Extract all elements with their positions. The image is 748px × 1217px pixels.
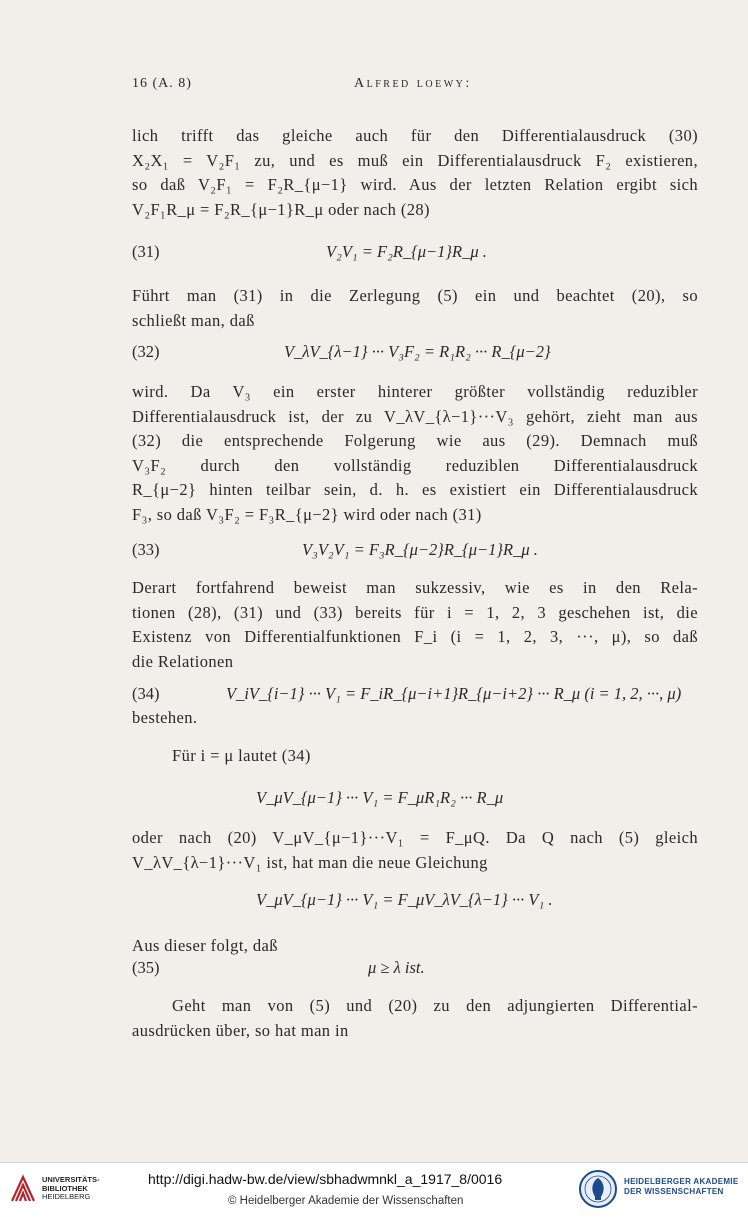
text-line: ausdrücken über, so hat man in: [132, 1020, 349, 1040]
page-number: 16 (A. 8): [132, 76, 192, 91]
equation-34: [132, 684, 698, 708]
paragraph-5: [132, 706, 698, 731]
academy-seal-icon[interactable]: [578, 1169, 618, 1209]
paragraph-8: [132, 934, 698, 959]
equation-number: (31): [132, 242, 160, 261]
equation-number: (32): [132, 342, 160, 361]
equation-formula: V_μV_{μ−1} ··· V₁ = F_μV_λV_{λ−1} ··· V₁ .: [256, 890, 553, 909]
equation-formula: V₂V₁ = F₂R_{μ−1}R_μ .: [326, 242, 487, 261]
equation-mu: [132, 788, 698, 812]
text-line: so daß V₂F₁ = F₂R_{μ−1} wird. Aus der letzten Relation ergibt sich: [132, 175, 698, 194]
text-line: lich trifft das gleiche auch für den Differentialausdruck (30): [132, 126, 698, 145]
paragraph-9: [132, 994, 698, 1043]
copyright-notice: © Heidelberger Akademie der Wissenschaften: [228, 1195, 464, 1207]
text-line: R_{μ−2} hinten teilbar sein, d. h. es existiert ein Differentialausdruck: [132, 480, 698, 499]
equation-formula: V_iV_{i−1} ··· V₁ = F_iR_{μ−i+1}R_{μ−i+2} ··· R_μ (i = 1, 2, ···, μ): [226, 684, 682, 703]
equation-31: [132, 242, 698, 266]
text-line: V₂F₁R_μ = F₂R_{μ−1}R_μ oder nach (28): [132, 199, 430, 219]
text-line: F₃, so daß V₃F₂ = F₃R_{μ−2} wird oder nach (31): [132, 504, 482, 524]
equation-formula: μ ≥ λ ist.: [368, 958, 425, 977]
text-line: Derart fortfahrend beweist man sukzessiv, wie es in den Rela-: [132, 578, 698, 597]
permalink-url[interactable]: http://digi.hadw-bw.de/view/sbhadwmnkl_a_1917_8/0016: [148, 1171, 503, 1187]
paragraph-3: [132, 380, 698, 527]
paragraph-6: [172, 744, 698, 769]
text-line: Differentialausdruck ist, der zu V_λV_{λ−1}···V₃ gehört, zieht man aus: [132, 406, 698, 426]
library-city: HEIDELBERG: [42, 1192, 91, 1201]
text-line: V_λV_{λ−1}···V₁ ist, hat man die neue Gleichung: [132, 852, 488, 872]
library-name-line: UNIVERSITÄTS-: [42, 1175, 100, 1184]
equation-formula: V_λV_{λ−1} ··· V₃F₂ = R₁R₂ ··· R_{μ−2}: [284, 342, 551, 361]
academy-name-line: HEIDELBERGER AKADEMIE: [624, 1177, 739, 1186]
text-line: Für i = μ lautet (34): [172, 746, 311, 765]
paragraph-7: [132, 826, 698, 875]
text-line: Führt man (31) in die Zerlegung (5) ein und beachtet (20), so: [132, 286, 698, 305]
equation-number: (35): [132, 958, 160, 977]
academy-name[interactable]: [624, 1177, 738, 1197]
viewer-footer: [0, 1162, 748, 1217]
equation-33: [132, 540, 698, 564]
text-line: Geht man von (5) und (20) zu den adjungierten Differential-: [172, 996, 698, 1015]
library-name-line: BIBLIOTHEK: [42, 1183, 88, 1193]
text-line: oder nach (20) V_μV_{μ−1}···V₁ = F_μQ. Da Q nach (5) gleich: [132, 828, 698, 847]
running-title: Alfred loewy:: [354, 76, 472, 91]
text-line: schließt man, daß: [132, 310, 255, 330]
equation-35: [132, 958, 698, 982]
paragraph-1: [132, 124, 698, 222]
text-line: bestehen.: [132, 708, 198, 727]
equation-number: (33): [132, 540, 160, 559]
text-line: X₂X₁ = V₂F₁ zu, und es muß ein Differentialausdruck F₂ existieren,: [132, 150, 698, 170]
paragraph-2: [132, 284, 698, 333]
paragraph-4: [132, 576, 698, 674]
equation-number: (34): [132, 684, 160, 703]
text-line: wird. Da V₃ ein erster hinterer größter vollständig reduzibler: [132, 382, 698, 401]
text-line: V₃F₂ durch den vollständig reduziblen Differentialausdruck: [132, 455, 698, 475]
text-line: Aus dieser folgt, daß: [132, 936, 278, 955]
text-line: tionen (28), (31) und (33) bereits für i = 1, 2, 3 geschehen ist, die: [132, 602, 698, 622]
academy-name-line: DER WISSENSCHAFTEN: [624, 1187, 724, 1196]
text-line: die Relationen: [132, 651, 234, 671]
text-line: Existenz von Differentialfunktionen F_i (i = 1, 2, 3, ···, μ), so daß: [132, 627, 698, 646]
equation-new: [132, 890, 698, 914]
equation-formula: V₃V₂V₁ = F₃R_{μ−2}R_{μ−1}R_μ .: [302, 540, 538, 559]
equation-32: [132, 342, 698, 366]
university-library-logo-icon[interactable]: [8, 1173, 38, 1205]
text-line: (32) die entsprechende Folgerung wie aus (29). Demnach muß: [132, 431, 698, 450]
university-library-name[interactable]: [42, 1176, 100, 1202]
equation-formula: V_μV_{μ−1} ··· V₁ = F_μR₁R₂ ··· R_μ: [256, 788, 504, 807]
